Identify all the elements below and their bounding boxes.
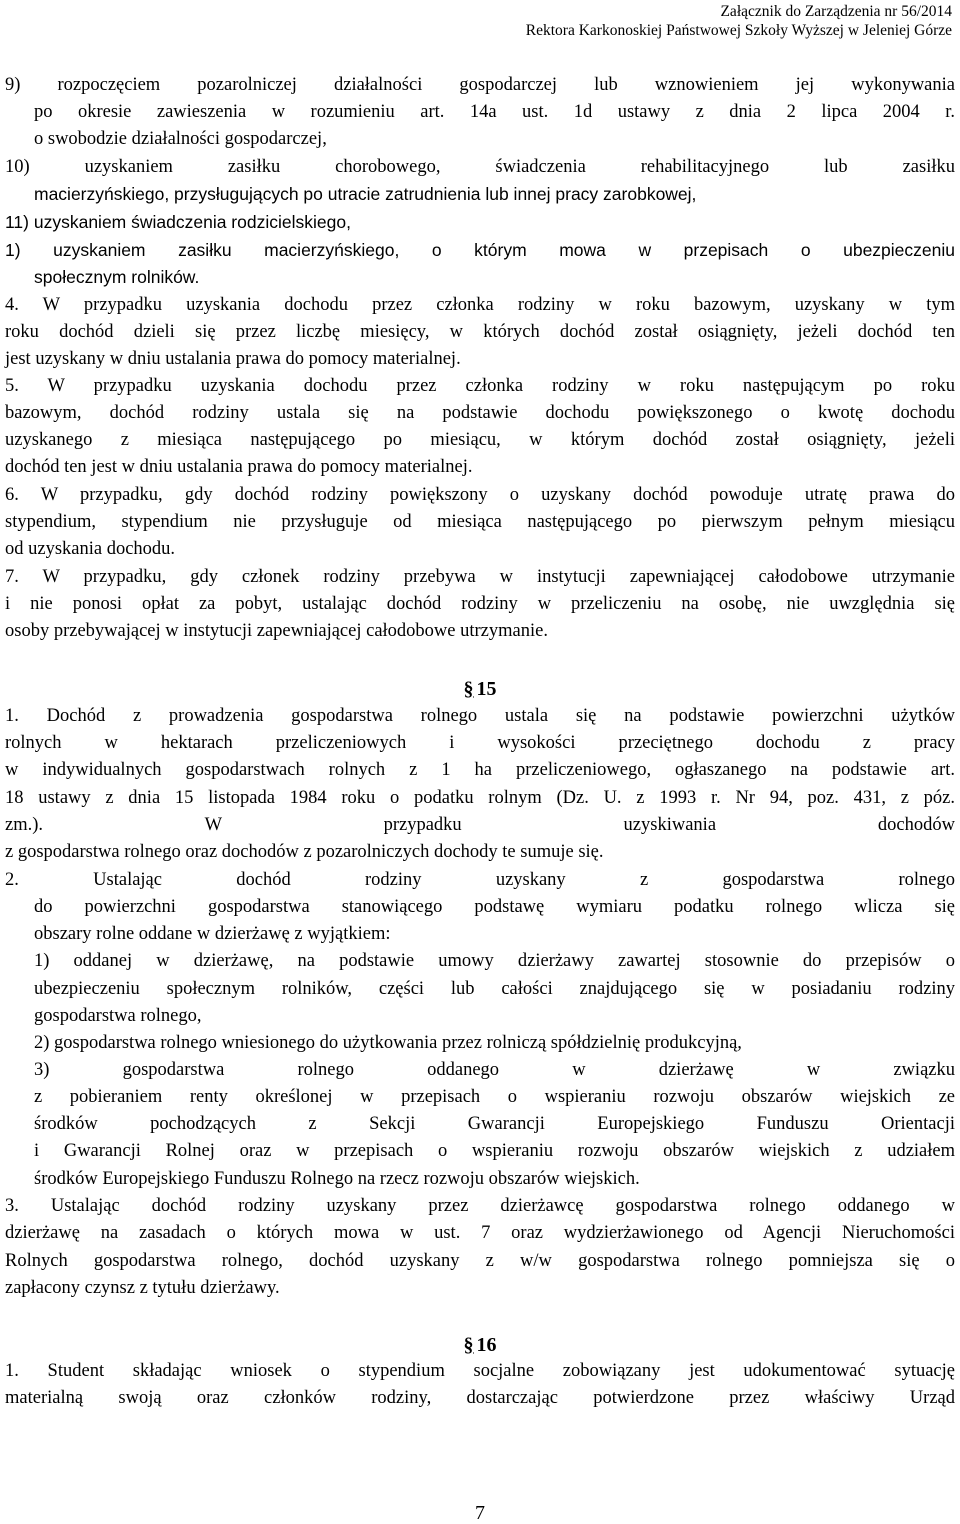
section-15-line: 2) gospodarstwa rolnego wniesionego do użytkowania przez rolniczą spółdzielnię produkcyjną, xyxy=(34,1033,742,1053)
section-15-line: do powierzchni gospodarstwa stanowiącego podstawę wymiaru podatku rolnego wlicza się xyxy=(34,897,955,917)
text-line: społecznym rolników. xyxy=(34,267,200,287)
section-heading-15 xyxy=(0,676,960,702)
paragraph-7-line: osoby przebywającej w instytucji zapewniającej całodobowe utrzymanie. xyxy=(5,621,548,641)
section-15-line: środków Europejskiego Funduszu Rolnego na rzecz rozwoju obszarów wiejskich. xyxy=(34,1169,640,1189)
paragraph-5-line: dochód ten jest w dniu ustalania prawa do pomocy materialnej. xyxy=(5,457,473,477)
section-15-line: 18 ustawy z dnia 15 listopada 1984 roku o podatku rolnym (Dz. U. z 1993 r. Nr 94, poz. 431, z póz. xyxy=(5,788,955,808)
section-symbol: § xyxy=(463,1334,474,1356)
section-15-line: z gospodarstwa rolnego oraz dochodów z pozarolniczych dochody te sumuje się. xyxy=(5,842,604,862)
section-15-line: środków pochodzących z Sekcji Gwarancji Europejskiego Funduszu Orientacji xyxy=(34,1114,955,1134)
section-15-line: 3. Ustalając dochód rodziny uzyskany przez dzierżawcę gospodarstwa rolnego oddanego w xyxy=(5,1196,955,1216)
section-15-line: ubezpieczeniu społecznym rolników, części lub całości znajdującego się w posiadaniu rodziny xyxy=(34,979,955,999)
section-15-line: rolnych w hektarach przeliczeniowych i wysokości przeciętnego dochodu z pracy xyxy=(5,733,955,753)
text-line: 10) uzyskaniem zasiłku chorobowego, świadczenia rehabilitacyjnego lub zasiłku xyxy=(5,157,955,177)
section-15-line: Rolnych gospodarstwa rolnego, dochód uzyskany z w/w gospodarstwa rolnego pomniejsza się o xyxy=(5,1251,955,1271)
paragraph-4-line: jest uzyskany w dniu ustalania prawa do pomocy materialnej. xyxy=(5,349,461,369)
section-15-line: gospodarstwa rolnego, xyxy=(34,1006,202,1026)
section-15-line: 3) gospodarstwa rolnego oddanego w dzierżawę w związku xyxy=(34,1060,955,1080)
section-symbol: § xyxy=(463,678,474,700)
text-line: po okresie zawieszenia w rozumieniu art. 14a ust. 1d ustawy z dnia 2 lipca 2004 r. xyxy=(34,102,955,122)
text-line: 11) uzyskaniem świadczenia rodzicielskiego, xyxy=(5,212,351,232)
paragraph-5-line: 5. W przypadku uzyskania dochodu przez członka rodziny w roku następującym po roku xyxy=(5,376,955,396)
text-line: 9) rozpoczęciem pozarolniczej działalności gospodarczej lub wznowieniem jej wykonywania xyxy=(5,75,955,95)
section-15-line: 1) oddanej w dzierżawę, na podstawie umowy dzierżawy zawartej stosownie do przepisów o xyxy=(34,951,955,971)
section-15-line: z pobieraniem renty określonej w przepisach o wspieraniu rozwoju obszarów wiejskich ze xyxy=(34,1087,955,1107)
section-15-line: 2. Ustalając dochód rodziny uzyskany z gospodarstwa rolnego xyxy=(5,870,955,890)
text-line: macierzyńskiego, przysługujących po utracie zatrudnienia lub innej pracy zarobkowej, xyxy=(34,184,697,204)
text-line: 1) uzyskaniem zasiłku macierzyńskiego, o którym mowa w przepisach o ubezpieczeniu xyxy=(5,240,955,260)
section-number: 15 xyxy=(476,678,497,700)
section-15-line: i Gwarancji Rolnej oraz w przepisach o wspieraniu rozwoju obszarów wiejskich z udziałem xyxy=(34,1141,955,1161)
paragraph-4-line: 4. W przypadku uzyskania dochodu przez członka rodziny w roku bazowym, uzyskany w tym xyxy=(5,295,955,315)
header-attachment-line: Załącznik do Zarządzenia nr 56/2014 xyxy=(720,3,952,20)
page-number: 7 xyxy=(475,1502,485,1524)
section-15-line: obszary rolne oddane w dzierżawę z wyjątkiem: xyxy=(34,924,391,944)
paragraph-6-line: 6. W przypadku, gdy dochód rodziny powiększony o uzyskany dochód powoduje utratę prawa do xyxy=(5,485,955,505)
section-15-line: zapłacony czynsz z tytułu dzierżawy. xyxy=(5,1278,280,1298)
text-line: o swobodzie działalności gospodarczej, xyxy=(34,129,327,149)
section-15-line: zm.). W przypadku uzyskiwania dochodów xyxy=(5,815,955,835)
section-16-line: materialną swoją oraz członków rodziny, dostarczając potwierdzone przez właściwy Urząd xyxy=(5,1388,955,1408)
section-16-line: 1. Student składając wniosek o stypendium socjalne zobowiązany jest udokumentować sytuację xyxy=(5,1361,955,1381)
section-heading-16 xyxy=(0,1332,960,1358)
paragraph-5-line: bazowym, dochód rodziny ustala się na podstawie dochodu powiększonego o kwotę dochodu xyxy=(5,403,955,423)
section-15-line: w indywidualnych gospodarstwach rolnych z 1 ha przeliczeniowego, ogłaszanego na podstawie art. xyxy=(5,760,955,780)
section-15-line: dzierżawę na zasadach o których mowa w ust. 7 oraz wydzierżawionego od Agencji Nieruchomości xyxy=(5,1223,955,1243)
header-rector-line: Rektora Karkonoskiej Państwowej Szkoły Wyższej w Jeleniej Górze xyxy=(525,22,952,39)
paragraph-7-line: i nie ponosi opłat za pobyt, ustalając dochód rodziny w przeliczeniu na osobę, nie uwzględnia się xyxy=(5,594,955,614)
paragraph-6-line: od uzyskania dochodu. xyxy=(5,539,176,559)
section-15-line: 1. Dochód z prowadzenia gospodarstwa rolnego ustala się na podstawie powierzchni użytków xyxy=(5,706,955,726)
paragraph-7-line: 7. W przypadku, gdy członek rodziny przebywa w instytucji zapewniającej całodobowe utrzymanie xyxy=(5,567,955,587)
section-number: 16 xyxy=(476,1334,497,1356)
paragraph-4-line: roku dochód dzieli się przez liczbę miesięcy, w których dochód został osiągnięty, jeżeli dochód ten xyxy=(5,322,955,342)
paragraph-6-line: stypendium, stypendium nie przysługuje od miesiąca następującego po pierwszym pełnym miesiącu xyxy=(5,512,955,532)
paragraph-5-line: uzyskanego z miesiąca następującego po miesiącu, w którym dochód został osiągnięty, jeżeli xyxy=(5,430,955,450)
